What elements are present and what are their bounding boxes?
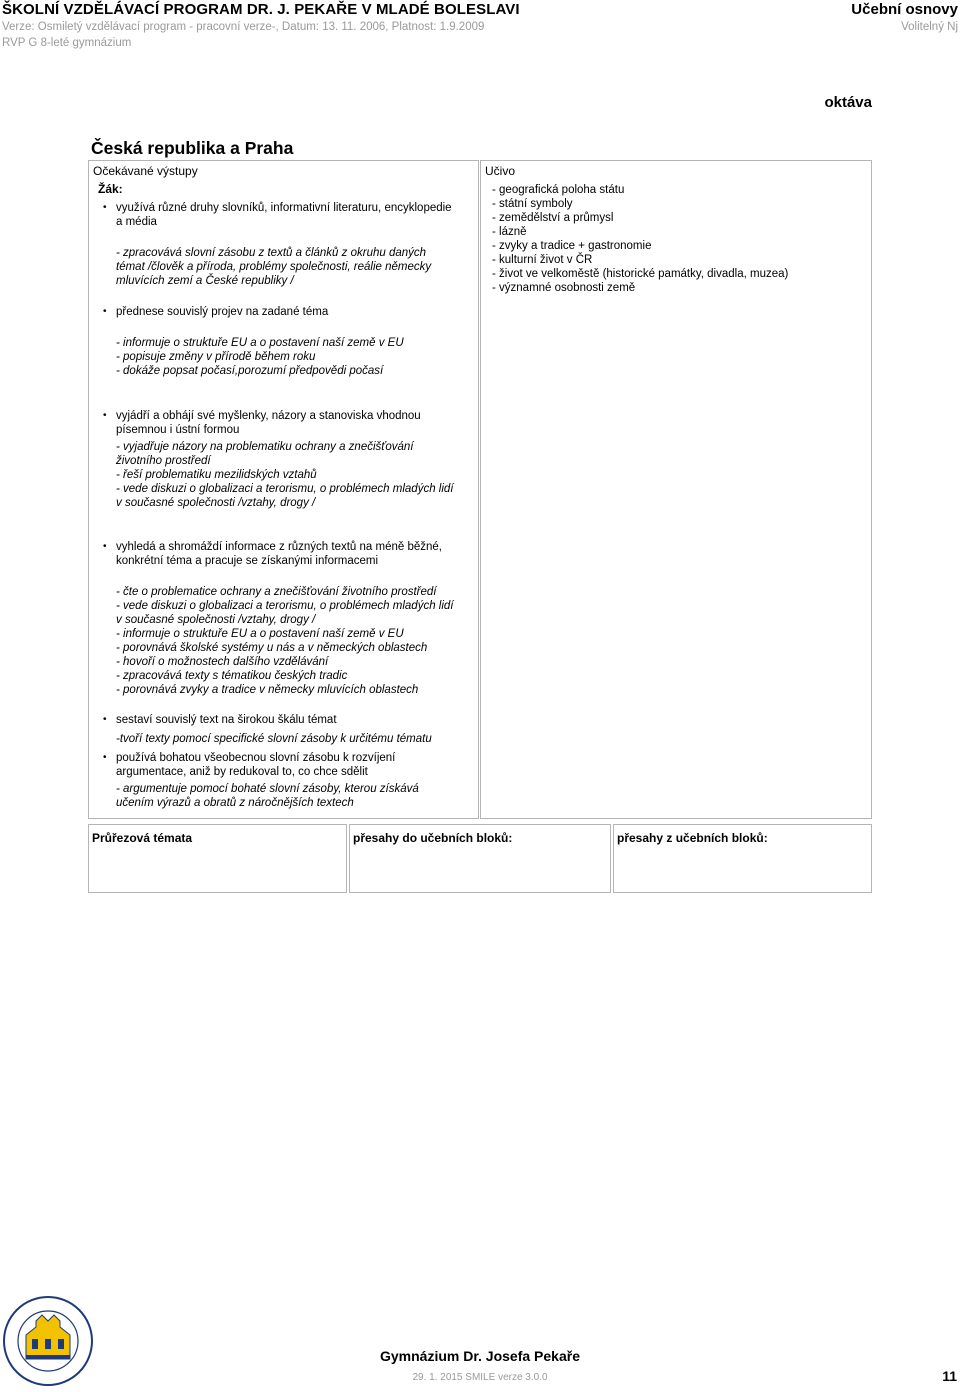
outcome-line: učením výrazů a obratů z náročnějších textech — [116, 797, 354, 809]
outcome-line: - vyjadřuje názory na problematiku ochrany a znečišťování — [116, 441, 414, 453]
bullet: • — [103, 410, 107, 421]
curriculum-column — [480, 160, 872, 819]
outcome-line: přednese souvislý projev na zadané téma — [116, 306, 329, 318]
subject-short: Volitelný Nj — [901, 21, 958, 33]
outcome-line: mluvících zemí a České republiky / — [116, 275, 294, 287]
outcome-line: - hovoří o možnostech dalšího vzdělávání — [116, 656, 329, 668]
curriculum-item: - zvyky a tradice + gastronomie — [492, 240, 652, 252]
curriculum-item: - život ve velkoměstě (historické památky, divadla, muzea) — [492, 268, 789, 280]
grade-label: oktáva — [824, 94, 872, 111]
subject-title: Česká republika a Praha — [91, 138, 294, 158]
outcome-line: vyhledá a shromáždí informace z různých textů na méně běžné, — [116, 541, 443, 553]
outcome-line: - informuje o struktuře EU a o postavení naší země v EU — [116, 337, 404, 349]
curriculum-item: - zemědělství a průmysl — [492, 212, 614, 224]
outcome-line: využívá různé druhy slovníků, informativní literaturu, encyklopedie — [116, 202, 452, 214]
overlaps-to-box — [349, 824, 611, 893]
outcome-line: - argumentuje pomocí bohaté slovní zásoby, kterou získává — [116, 783, 419, 795]
cross-topics-label: Průřezová témata — [92, 831, 193, 845]
page-number: 11 — [942, 1368, 957, 1384]
outcome-line: životního prostředí — [116, 455, 211, 467]
outcome-line: argumentace, aniž by redukoval to, co chce sdělit — [116, 766, 368, 778]
outcome-line: a média — [116, 216, 157, 228]
outcome-line: vyjádří a obhájí své myšlenky, názory a stanoviska vhodnou — [116, 410, 421, 422]
outcome-line: - popisuje změny v přírodě během roku — [116, 351, 316, 363]
footer-school-name: Gymnázium Dr. Josefa Pekaře — [380, 1348, 580, 1364]
outcome-line: - informuje o struktuře EU a o postavení naší země v EU — [116, 628, 404, 640]
curriculum-item: - kulturní život v ČR — [492, 254, 593, 266]
outcome-line: písemnou i ústní formou — [116, 424, 240, 436]
curriculum-heading: Učivo — [485, 164, 516, 178]
overlaps-to-label: přesahy do učebních bloků: — [353, 831, 513, 845]
program-line: RVP G 8-leté gymnázium — [2, 37, 132, 49]
outcome-line: -tvoří texty pomocí specifické slovní zásoby k určitému tématu — [116, 733, 432, 745]
overlaps-from-box — [613, 824, 872, 893]
outcome-line: - dokáže popsat počasí,porozumí předpovědi počasí — [116, 365, 384, 377]
outcome-line: - čte o problematice ochrany a znečišťování životního prostředí — [116, 586, 437, 598]
cross-topics-box — [88, 824, 347, 893]
bullet: • — [103, 714, 107, 725]
overlaps-from-label: přesahy z učebních bloků: — [617, 831, 768, 845]
footer-date-line: 29. 1. 2015 SMILE verze 3.0.0 — [412, 1372, 548, 1383]
curriculum-item: - lázně — [492, 226, 527, 238]
outcome-line: - porovnává školské systémy u nás a v německých oblastech — [116, 642, 428, 654]
bullet: • — [103, 202, 107, 213]
zak-label: Žák: — [98, 182, 123, 196]
outcomes-heading: Očekávané výstupy — [93, 164, 198, 178]
curriculum-item: - státní symboly — [492, 198, 573, 210]
outcome-line: - zpracovává slovní zásobu z textů a článků z okruhu daných — [116, 247, 427, 259]
outcome-line: - zpracovává texty s tématikou českých tradic — [116, 670, 348, 682]
outcome-line: v současné společnosti /vztahy, drogy / — [116, 614, 316, 626]
outcome-line: témat /člověk a příroda, problémy společnosti, reálie německy — [116, 261, 432, 273]
version-line: Verze: Osmiletý vzdělávací program - pracovní verze-, Datum: 13. 11. 2006, Platnost: 1.9.2009 — [2, 21, 485, 33]
curriculum-item: - významné osobnosti země — [492, 282, 636, 294]
outcomes-column — [88, 160, 479, 819]
outcome-line: sestaví souvislý text na širokou škálu témat — [116, 714, 337, 726]
outcome-line: - vede diskuzi o globalizaci a terorismu, o problémech mladých lidí — [116, 600, 454, 612]
outcome-line: v současné společnosti /vztahy, drogy / — [116, 497, 316, 509]
curriculum-item: - geografická poloha státu — [492, 184, 625, 196]
outcome-line: - vede diskuzi o globalizaci a terorismu, o problémech mladých lidí — [116, 483, 454, 495]
document-title: ŠKOLNÍ VZDĚLÁVACÍ PROGRAM DR. J. PEKAŘE V MLADÉ BOLESLAVI — [2, 1, 520, 18]
doc-type: Učební osnovy — [851, 1, 958, 18]
outcome-line: - porovnává zvyky a tradice v německy mluvících oblastech — [116, 684, 419, 696]
bullet: • — [103, 306, 107, 317]
outcome-line: konkrétní téma a pracuje se získanými informacemi — [116, 555, 379, 567]
bullet: • — [103, 752, 107, 763]
bullet: • — [103, 541, 107, 552]
outcome-line: používá bohatou všeobecnou slovní zásobu k rozvíjení — [116, 752, 396, 764]
outcome-line: - řeší problematiku mezilidských vztahů — [116, 469, 317, 481]
